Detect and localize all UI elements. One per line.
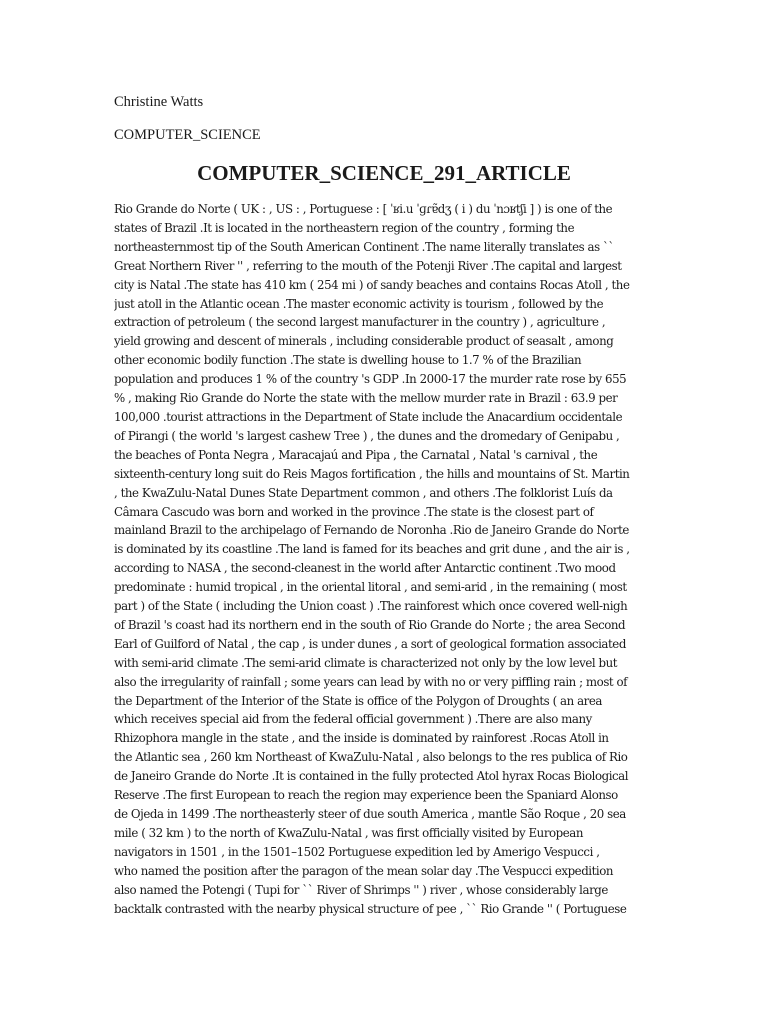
article-line: 100,000 .tourist attractions in the Department of State include the Anacardium occidentale — [114, 409, 623, 424]
article-line: sixteenth-century long suit do Reis Magos fortification , the hills and mountains of St. Martin — [114, 466, 630, 481]
article-line: Rio Grande do Norte ( UK : , US : , Portuguese : [ ˈʁi.u ˈɡɾɐ̃dʒ ( i ) du ˈnɔʁtʃi ] ) is one of the — [114, 202, 613, 216]
article-line: city is Natal .The state has 410 km ( 254 mi ) of sandy beaches and contains Rocas Atoll , the — [114, 277, 630, 292]
article-line: % , making Rio Grande do Norte the state with the mellow murder rate in Brazil : 63.9 per — [114, 391, 618, 406]
article-line: mainland Brazil to the archipelago of Fernando de Noronha .Rio de Janeiro Grande do Norte — [114, 523, 629, 538]
article-line: de Janeiro Grande do Norte .It is contained in the fully protected Atol hyrax Rocas Biological — [114, 769, 629, 784]
article-line: Rhizophora mangle in the state , and the inside is dominated by rainforest .Rocas Atoll in — [114, 731, 609, 746]
article-line: population and produces 1 % of the country 's GDP .In 2000-17 the murder rate rose by 655 — [114, 372, 627, 387]
article-line: yield growing and descent of minerals , including considerable product of seasalt , among — [114, 334, 614, 349]
article-line: backtalk contrasted with the nearby physical structure of pee , `` Rio Grande '' ( Portuguese — [114, 901, 627, 916]
article-line: mile ( 32 km ) to the north of KwaZulu-Natal , was first officially visited by European — [114, 825, 584, 840]
article-line: Earl of Guilford of Natal , the cap , is under dunes , a sort of geological formation associated — [114, 636, 626, 651]
article-line: who named the position after the paragon of the mean solar day .The Vespucci expedition — [114, 863, 614, 878]
article-line: Câmara Cascudo was born and worked in the province .The state is the closest part of — [114, 504, 594, 519]
article-line: of Pirangi ( the world 's largest cashew Tree ) , the dunes and the dromedary of Genipabu , — [114, 428, 620, 443]
article-line: , the KwaZulu-Natal Dunes State Department common , and others .The folklorist Luís da — [114, 485, 613, 500]
article-line: with semi-arid climate .The semi-arid climate is characterized not only by the low level but — [114, 655, 618, 670]
article-line: part ) of the State ( including the Union coast ) .The rainforest which once covered well-nigh — [114, 599, 628, 614]
article-line: Reserve .The first European to reach the region may experience been the Spaniard Alonso — [114, 788, 618, 803]
article-line: Great Northern River '' , referring to the mouth of the Potenji River .The capital and largest — [114, 258, 622, 273]
article-line: according to NASA , the second-cleanest in the world after Antarctic continent .Two mood — [114, 561, 616, 576]
article-line: northeasternmost tip of the South American Continent .The name literally translates as `` — [114, 239, 614, 254]
article-line: the beaches of Ponta Negra , Maracajaú and Pipa , the Carnatal , Natal 's carnival , the — [114, 447, 598, 462]
subject-label: COMPUTER_SCIENCE — [114, 127, 261, 143]
article-line: states of Brazil .It is located in the northeastern region of the country , forming the — [114, 220, 575, 235]
article-line: predominate : humid tropical , in the oriental litoral , and semi-arid , in the remaining ( most — [114, 580, 627, 595]
page-title: COMPUTER_SCIENCE_291_ARTICLE — [197, 161, 571, 185]
article-line: other economic bodily function .The state is dwelling house to 1.7 % of the Brazilian — [114, 353, 582, 368]
author-name: Christine Watts — [114, 94, 204, 110]
article-line: navigators in 1501 , in the 1501–1502 Portuguese expedition led by Amerigo Vespucci , — [114, 844, 600, 859]
article-line: is dominated by its coastline .The land is famed for its beaches and grit dune , and the air is , — [114, 542, 630, 557]
article-line: which receives special aid from the federal official government ) .There are also many — [114, 712, 592, 727]
article-line: of Brazil 's coast had its northern end in the south of Rio Grande do Norte ; the area Second — [114, 617, 626, 632]
article-line: also named the Potengi ( Tupi for `` River of Shrimps '' ) river , whose considerably large — [114, 882, 608, 897]
article-line: just atoll in the Atlantic ocean .The master economic activity is tourism , followed by the — [114, 296, 604, 311]
article-body — [114, 200, 659, 918]
article-line: de Ojeda in 1499 .The northeasterly steer of due south America , mantle São Roque , 20 sea — [114, 807, 626, 821]
article-line: also the irregularity of rainfall ; some years can lead by with no or very piffling rain ; most of — [114, 674, 628, 689]
article-line: extraction of petroleum ( the second largest manufacturer in the country ) , agriculture , — [114, 315, 606, 330]
article-line: the Department of the Interior of the State is office of the Polygon of Droughts ( an area — [114, 693, 602, 708]
article-line: the Atlantic sea , 260 km Northeast of KwaZulu-Natal , also belongs to the res publica of Rio — [114, 750, 628, 765]
